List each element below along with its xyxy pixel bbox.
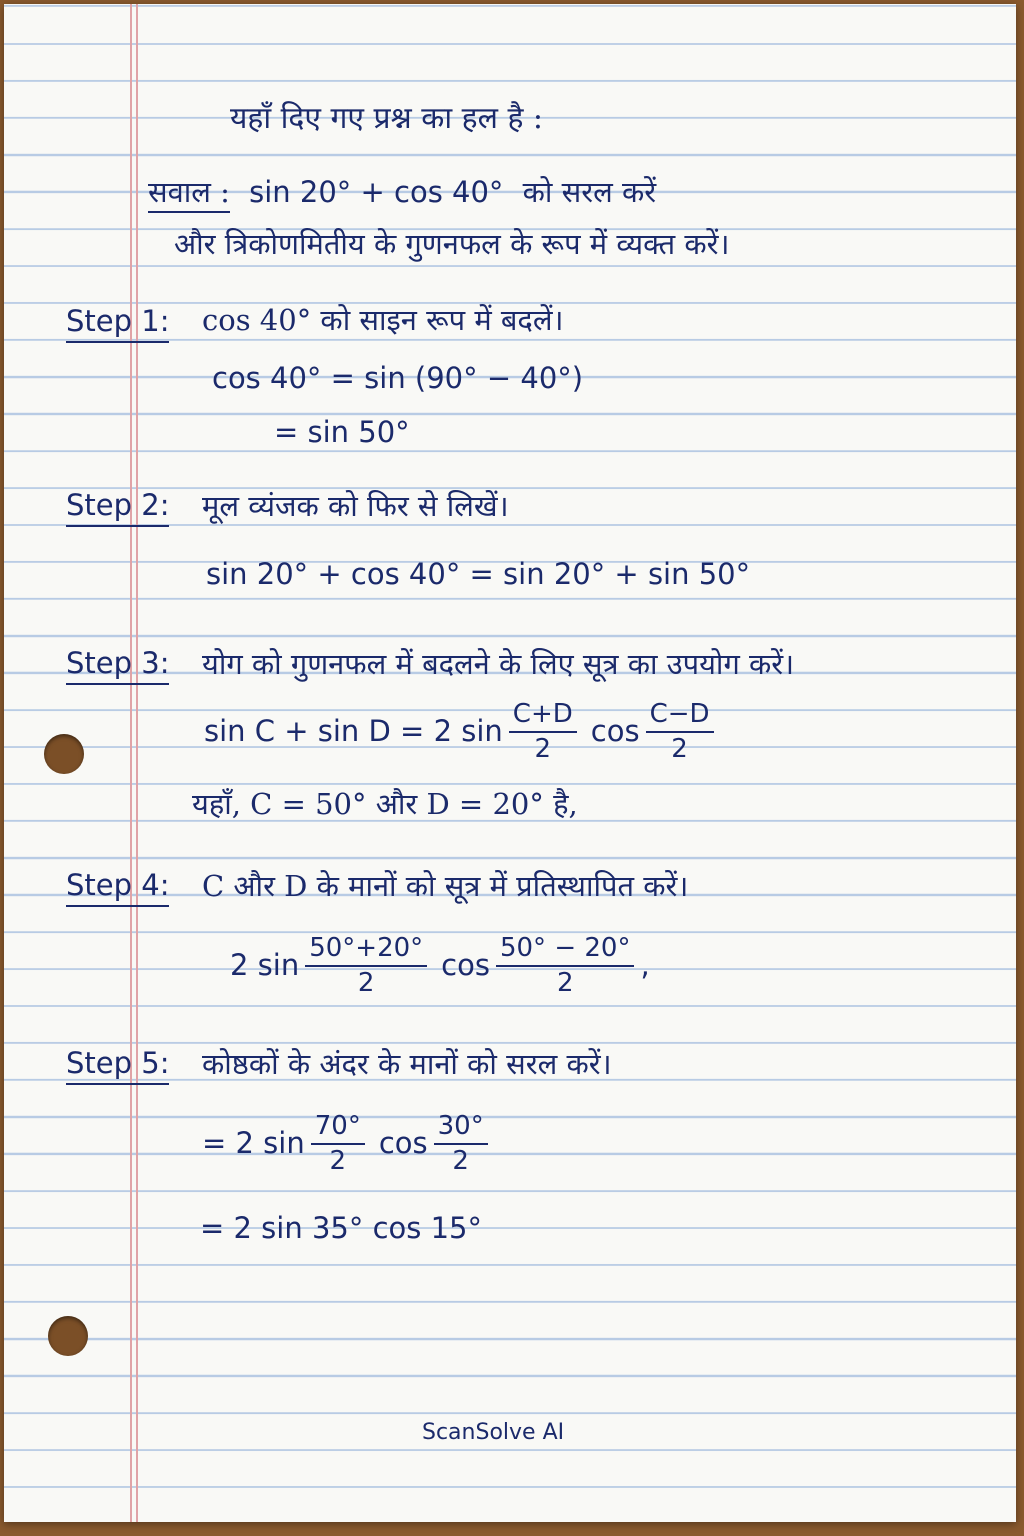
step-5-fraction-2-denominator: 2 [452,1145,469,1176]
footer-brand: ScanSolve AI [422,1420,565,1445]
step-5-formula-cos: cos [378,1126,428,1161]
step-3-fraction-1 [509,700,577,763]
step-3-fraction-1-numerator: C+D [509,700,577,733]
step-5-text: कोष्ठकों के अंदर के मानों को सरल करें। [202,1047,612,1081]
step-4-formula-post: , [640,948,650,983]
step-4-formula-pre: 2 sin [230,948,300,983]
punch-hole-top [44,734,84,774]
step-5-final-answer: = 2 sin 35° cos 15° [200,1211,482,1245]
intro-line-2: और त्रिकोणमितीय के गुणनफल के रूप में व्यक्त करें। [174,227,730,261]
intro-label: सवाल : [148,175,230,213]
step-5-formula [202,1112,494,1175]
intro-line-1 [148,175,657,209]
page-title: यहाँ दिए गए प्रश्न का हल है : [230,101,544,136]
margin-line [130,4,132,1522]
step-3-fraction-1-denominator: 2 [534,733,552,764]
notebook-page [4,4,1016,1522]
step-1-text: cos 40° को साइन रूप में बदलें। [202,303,564,337]
step-3-fraction-2-denominator: 2 [671,733,688,764]
step-4-fraction-2-denominator: 2 [556,967,574,998]
step-5-formula-pre: = 2 sin [202,1126,305,1161]
step-2-text: मूल व्यंजक को फिर से लिखें। [202,489,509,523]
step-4-label: Step 4: [66,868,169,902]
step-5-fraction-2 [434,1112,488,1175]
step-3-formula-lhs: sin C + sin D = 2 sin [204,714,503,749]
step-1-label: Step 1: [66,304,169,338]
step-1-equation-2: = sin 50° [274,415,410,449]
step-3-formula [204,700,720,763]
punch-hole-bottom [48,1316,88,1356]
step-3-fraction-2-numerator: C−D [646,700,714,733]
step-3-formula-cos: cos [590,714,640,749]
step-1-equation-1: cos 40° = sin (90° − 40°) [212,361,584,395]
step-5-fraction-1-denominator: 2 [329,1145,347,1176]
intro-text: को सरल करें [522,175,657,209]
step-5-fraction-1-numerator: 70° [311,1112,365,1145]
step-4-fraction-2 [496,934,634,997]
step-4-formula-cos: cos [441,948,490,983]
step-4-fraction-1-numerator: 50°+20° [305,934,427,967]
step-2-label: Step 2: [66,488,169,522]
step-3-text: योग को गुणनफल में बदलने के लिए सूत्र का उपयोग करें। [202,647,795,681]
step-3-fraction-2 [646,700,714,763]
margin-line-second [136,4,138,1522]
step-4-fraction-1 [305,934,427,997]
step-4-fraction-2-numerator: 50° − 20° [496,934,634,967]
step-4-text: C और D के मानों को सूत्र में प्रतिस्थापित करें। [202,869,689,903]
step-5-label: Step 5: [66,1046,169,1080]
intro-expression: sin 20° + cos 40° [249,175,504,209]
step-5-fraction-2-numerator: 30° [434,1112,488,1145]
step-3-note: यहाँ, C = 50° और D = 20° है, [192,787,578,821]
step-4-formula [230,934,650,997]
step-2-equation: sin 20° + cos 40° = sin 20° + sin 50° [206,557,751,591]
step-5-fraction-1 [311,1112,365,1175]
step-3-label: Step 3: [66,646,169,680]
step-4-fraction-1-denominator: 2 [357,967,375,998]
